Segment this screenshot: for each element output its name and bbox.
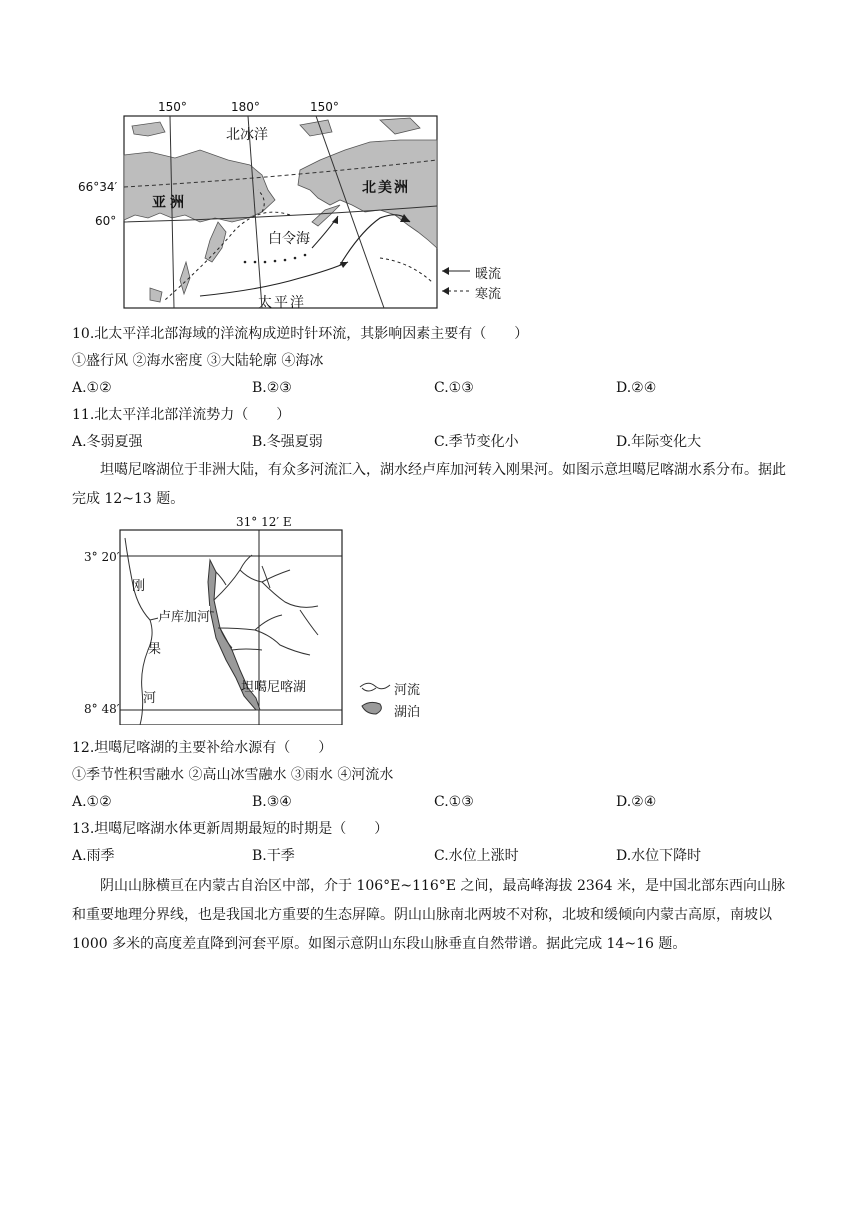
lukuga-label: 卢库加河 <box>158 606 210 625</box>
bering-sea-label: 白令海 <box>268 231 310 247</box>
legend-cold-label: 寒流 <box>475 287 502 302</box>
lat-label-60: 60° <box>95 214 117 228</box>
legend-warm-label: 暖流 <box>475 267 502 282</box>
lon-label-150e: 150° <box>310 100 339 114</box>
congo-char-1: 刚 <box>132 579 146 594</box>
arctic-ocean-label: 北冰洋 <box>226 127 268 143</box>
q11-option-a[interactable]: A.冬弱夏强 <box>72 434 143 450</box>
ocean-current-map <box>0 0 860 320</box>
congo-char-3: 河 <box>143 691 157 706</box>
legend-river-label: 河流 <box>394 683 421 698</box>
pacific-ocean-label: 太平洋 <box>258 295 306 311</box>
q13-stem: 13.坦噶尼喀湖水体更新周期最短的时期是（ ） <box>72 821 389 837</box>
tanganyika-intro: 坦噶尼喀湖位于非洲大陆，有众多河流汇入，湖水经卢库加河转入刚果河。如图示意坦噶尼喀湖水系分布。据此完成 12~13 题。 <box>72 462 786 507</box>
lon-label-150w: 150° <box>158 100 187 114</box>
q11-option-c[interactable]: C.季节变化小 <box>434 434 519 450</box>
q12-option-a[interactable]: A.①② <box>72 794 112 810</box>
lat-label-66: 66°34′ <box>78 180 118 194</box>
lon-label-31e: 31° 12′ E <box>236 515 292 529</box>
north-america-label: 北美洲 <box>362 180 410 196</box>
q13-option-c[interactable]: C.水位上涨时 <box>434 848 519 864</box>
lon-label-180: 180° <box>231 100 260 114</box>
q10-option-d[interactable]: D.②④ <box>616 380 657 396</box>
q10-stem: 10.北太平洋北部海域的洋流构成逆时针环流，其影响因素主要有（ ） <box>72 326 529 342</box>
q10-option-b[interactable]: B.②③ <box>252 380 292 396</box>
q10-option-a[interactable]: A.①② <box>72 380 112 396</box>
q10-items: ①盛行风 ②海水密度 ③大陆轮廓 ④海冰 <box>72 353 324 369</box>
q11-stem: 11.北太平洋北部洋流势力（ ） <box>72 407 291 423</box>
tanganyika-map-svg <box>0 510 860 725</box>
q12-stem: 12.坦噶尼喀湖的主要补给水源有（ ） <box>72 740 333 756</box>
lat-label-3s: 3° 20′ <box>84 550 120 564</box>
q13-option-b[interactable]: B.干季 <box>252 848 295 864</box>
asia-label: 亚洲 <box>152 195 188 211</box>
q12-option-c[interactable]: C.①③ <box>434 794 474 810</box>
q13-option-d[interactable]: D.水位下降时 <box>616 848 702 864</box>
q13-option-a[interactable]: A.雨季 <box>72 848 115 864</box>
legend-lake-label: 湖泊 <box>394 705 421 720</box>
congo-char-2: 果 <box>148 642 162 657</box>
q10-option-c[interactable]: C.①③ <box>434 380 474 396</box>
lat-label-8s: 8° 48′ <box>84 702 120 716</box>
yinshan-intro: 阴山山脉横亘在内蒙古自治区中部，介于 106°E~116°E 之间，最高峰海拔 2364 米，是中国北部东西向山脉和重要地理分界线，也是我国北方重要的生态屏障。阴山山脉南北两坡不对称，北坡和缓倾向内蒙古高原，南坡以 1000 多米的高度差直降到河套平原。如图示意阴山东段山脉垂直自然带谱。据此完成 14~16 题。 <box>72 878 786 952</box>
lake-label: 坦噶尼喀湖 <box>241 680 307 695</box>
tanganyika-map <box>0 510 860 725</box>
q12-items: ①季节性积雪融水 ②高山冰雪融水 ③雨水 ④河流水 <box>72 767 394 783</box>
q12-option-b[interactable]: B.③④ <box>252 794 292 810</box>
q11-option-d[interactable]: D.年际变化大 <box>616 434 702 450</box>
q12-option-d[interactable]: D.②④ <box>616 794 657 810</box>
q11-option-b[interactable]: B.冬强夏弱 <box>252 434 323 450</box>
current-map-svg <box>0 0 860 320</box>
